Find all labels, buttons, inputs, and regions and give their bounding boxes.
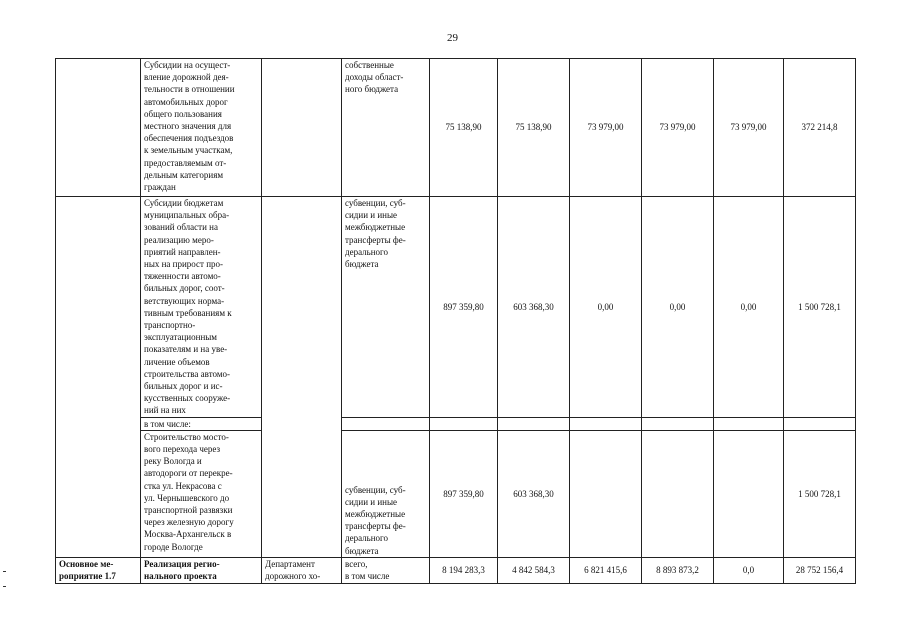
value-cell: 75 138,90 <box>430 59 498 197</box>
table-row <box>56 417 856 430</box>
measure-name-cell: в том числе: <box>141 417 262 430</box>
value-cell <box>570 417 642 430</box>
measure-name-cell: Субсидии на осущест- вление дорожной дея- тельности в отношении автомобильных дорог общего пользования местного значения для обеспечения подъездов к земельным участкам, предоставляемым от- дельным категориям граждан <box>141 59 262 197</box>
funding-source-cell: собственные доходы област- ного бюджета <box>342 59 430 197</box>
measure-name-cell: Субсидии бюджетам муниципальных обра- зований области на реализацию меро- приятий направлен- ных на прирост про- тяженности автомо- бильных дорог, соот- ветствующих норма- тивным требованиям к транспортно- эксплуатационным показателям и на уве- личение объемов строительства автомо- бильных дорог и ис- кусственных сооруже- ний на них <box>141 197 262 418</box>
value-cell: 4 842 584,3 <box>498 557 570 583</box>
value-cell <box>430 417 498 430</box>
executor-cell <box>262 59 342 197</box>
total-cell: 1 500 728,1 <box>784 430 856 557</box>
measure-cell <box>56 197 141 558</box>
value-cell: 0,00 <box>714 197 784 418</box>
value-cell: 75 138,90 <box>498 59 570 197</box>
total-cell: 372 214,8 <box>784 59 856 197</box>
value-cell: 603 368,30 <box>498 197 570 418</box>
table-row <box>56 430 856 557</box>
value-cell: 0,0 <box>714 557 784 583</box>
scan-mark <box>3 586 6 587</box>
value-cell: 603 368,30 <box>498 430 570 557</box>
value-cell: 73 979,00 <box>570 59 642 197</box>
funding-source-cell: всего, в том числе <box>342 557 430 583</box>
budget-table <box>55 58 856 584</box>
value-cell: 73 979,00 <box>714 59 784 197</box>
total-cell: 28 752 156,4 <box>784 557 856 583</box>
value-cell <box>570 430 642 557</box>
value-cell <box>714 430 784 557</box>
measure-name-cell: Строительство мосто- вого перехода через реку Вологда и автодороги от перекре- стка ул. Некрасова с ул. Чернышевского до транспортной развязки через железную дорогу Москва-Архангельск в городе Вологде <box>141 430 262 557</box>
total-cell: 1 500 728,1 <box>784 197 856 418</box>
value-cell <box>642 430 714 557</box>
value-cell: 6 821 415,6 <box>570 557 642 583</box>
value-cell <box>642 417 714 430</box>
value-cell: 897 359,80 <box>430 430 498 557</box>
value-cell: 73 979,00 <box>642 59 714 197</box>
table-row <box>56 557 856 583</box>
measure-cell: Основное ме- роприятие 1.7 <box>56 557 141 583</box>
funding-source-cell: субвенции, суб- сидии и иные межбюджетные трансферты фе- дерального бюджета <box>342 197 430 418</box>
funding-source-cell: субвенции, суб- сидии и иные межбюджетные трансферты фе- дерального бюджета <box>342 430 430 557</box>
value-cell: 0,00 <box>570 197 642 418</box>
value-cell: 0,00 <box>642 197 714 418</box>
executor-cell: Департамент дорожного хо- <box>262 557 342 583</box>
scan-mark <box>3 571 6 572</box>
value-cell <box>498 417 570 430</box>
measure-cell <box>56 59 141 197</box>
measure-name-cell: Реализация регио- нального проекта <box>141 557 262 583</box>
value-cell: 8 893 873,2 <box>642 557 714 583</box>
table-row <box>56 59 856 197</box>
value-cell: 897 359,80 <box>430 197 498 418</box>
value-cell: 8 194 283,3 <box>430 557 498 583</box>
total-cell <box>784 417 856 430</box>
table-row <box>56 197 856 418</box>
funding-source-cell <box>342 417 430 430</box>
executor-cell <box>262 197 342 558</box>
value-cell <box>714 417 784 430</box>
page-number: 29 <box>447 32 458 44</box>
